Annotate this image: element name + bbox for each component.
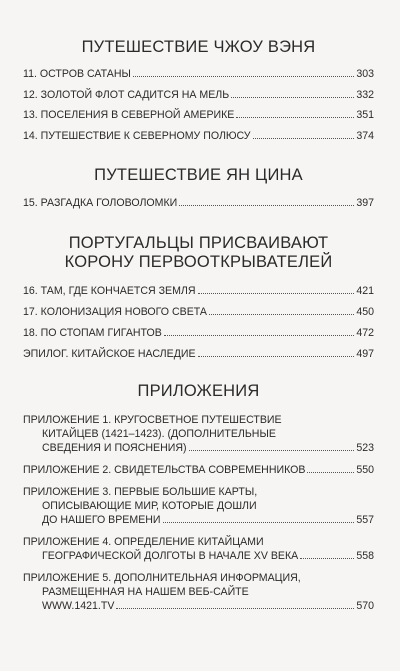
toc-entry[interactable]: [23, 485, 374, 527]
entry-title: ГЕОГРАФИЧЕСКОЙ ДОЛГОТЫ В НАЧАЛЕ XV ВЕКА: [42, 550, 299, 562]
section-title: ПУТЕШЕСТВИЕ ЯН ЦИНА: [94, 166, 303, 184]
entry-title-line: ПРИЛОЖЕНИЕ 5. ДОПОЛНИТЕЛЬНАЯ ИНФОРМАЦИЯ,: [23, 572, 301, 584]
toc-list: [23, 284, 374, 361]
toc-list: [23, 67, 374, 143]
toc-entry[interactable]: [23, 108, 374, 122]
page-number: 557: [356, 514, 374, 526]
page-number: 570: [356, 600, 374, 612]
leader-dots: [236, 117, 354, 118]
page-number: 303: [356, 68, 374, 80]
page-number: 550: [356, 464, 374, 476]
entry-title-line: ОПИСЫВАЮЩИЕ МИР, КОТОРЫЕ ДОШЛИ: [42, 500, 257, 512]
leader-dots: [198, 356, 355, 357]
section-title-line: КОРОНУ ПЕРВООТКРЫВАТЕЛЕЙ: [64, 253, 333, 271]
section-title-line: ПОРТУГАЛЬЦЫ ПРИСВАИВАЮТ: [68, 234, 329, 252]
toc-list: [23, 196, 374, 210]
toc-entry[interactable]: [23, 571, 374, 613]
toc-entry[interactable]: [23, 535, 374, 563]
toc-entry[interactable]: [23, 413, 374, 455]
leader-dots: [300, 558, 354, 559]
entry-title-line: ПРИЛОЖЕНИЕ 4. ОПРЕДЕЛЕНИЕ КИТАЙЦАМИ: [23, 536, 264, 548]
page-number: 472: [356, 327, 374, 339]
section-zhou-wen: [23, 38, 374, 57]
section-appendices: [23, 382, 374, 401]
entry-title: 18. ПО СТОПАМ ГИГАНТОВ: [23, 327, 162, 339]
section-yang-qing: [23, 166, 374, 185]
toc-entry[interactable]: [23, 67, 374, 81]
toc-entry[interactable]: [23, 347, 374, 361]
entry-title: 12. ЗОЛОТОЙ ФЛОТ САДИТСЯ НА МЕЛЬ: [23, 88, 230, 101]
toc-entry[interactable]: [23, 284, 374, 298]
page-number: 374: [356, 129, 374, 142]
toc-entry[interactable]: [23, 129, 374, 143]
entry-title: 11. ОСТРОВ САТАНЫ: [23, 68, 131, 80]
toc-entry[interactable]: [23, 88, 374, 102]
entry-title: 16. ТАМ, ГДЕ КОНЧАЕТСЯ ЗЕМЛЯ: [23, 285, 196, 297]
toc-entry[interactable]: [23, 305, 374, 319]
page-number: 332: [356, 88, 374, 101]
section-portuguese: [23, 234, 374, 272]
entry-title-line: ПРИЛОЖЕНИЕ 3. ПЕРВЫЕ БОЛЬШИЕ КАРТЫ,: [23, 486, 258, 498]
page-number: 523: [356, 442, 374, 454]
page-number: 397: [356, 197, 374, 209]
entry-title-line: РАЗМЕЩЕННАЯ НА НАШЕМ ВЕБ-САЙТЕ: [42, 586, 249, 598]
leader-dots: [307, 472, 354, 473]
toc-entry[interactable]: [23, 196, 374, 210]
entry-title: 13. ПОСЕЛЕНИЯ В СЕВЕРНОЙ АМЕРИКЕ: [23, 109, 235, 121]
page-number: 558: [356, 550, 374, 562]
entry-title: ЭПИЛОГ. КИТАЙСКОЕ НАСЛЕДИЕ: [23, 348, 196, 360]
entry-title-line: ПРИЛОЖЕНИЕ 1. КРУГОСВЕТНОЕ ПУТЕШЕСТВИЕ: [23, 414, 282, 426]
section-title: ПУТЕШЕСТВИЕ ЧЖОУ ВЭНЯ: [81, 38, 316, 56]
entry-title-line: КИТАЙЦЕВ (1421–1423). (ДОПОЛНИТЕЛЬНЫЕ: [42, 428, 276, 440]
page-number: 450: [356, 306, 374, 318]
leader-dots: [164, 335, 354, 336]
leader-dots: [179, 205, 354, 206]
leader-dots: [253, 138, 355, 139]
entry-title: ПРИЛОЖЕНИЕ 2. СВИДЕТЕЛЬСТВА СОВРЕМЕННИКОВ: [23, 464, 306, 476]
entry-title: 17. КОЛОНИЗАЦИЯ НОВОГО СВЕТА: [23, 306, 207, 318]
toc-entry[interactable]: [23, 326, 374, 340]
section-title: ПРИЛОЖЕНИЯ: [137, 382, 260, 400]
entry-title: 14. ПУТЕШЕСТВИЕ К СЕВЕРНОМУ ПОЛЮСУ: [23, 129, 251, 142]
leader-dots: [198, 293, 355, 294]
leader-dots: [209, 314, 354, 315]
entry-title: WWW.1421.TV: [42, 600, 115, 612]
toc-entry[interactable]: [23, 463, 374, 477]
leader-dots: [116, 608, 354, 609]
leader-dots: [163, 522, 355, 523]
leader-dots: [189, 450, 355, 451]
page-number: 497: [356, 348, 374, 360]
leader-dots: [231, 97, 354, 98]
leader-dots: [133, 76, 354, 77]
page-number: 351: [356, 109, 374, 121]
entry-title: 15. РАЗГАДКА ГОЛОВОЛОМКИ: [23, 197, 178, 209]
toc-list: [23, 413, 374, 613]
entry-title: СВЕДЕНИЯ И ПОЯСНЕНИЯ): [42, 442, 187, 454]
page-number: 421: [356, 285, 374, 297]
entry-title: ДО НАШЕГО ВРЕМЕНИ: [42, 514, 161, 526]
